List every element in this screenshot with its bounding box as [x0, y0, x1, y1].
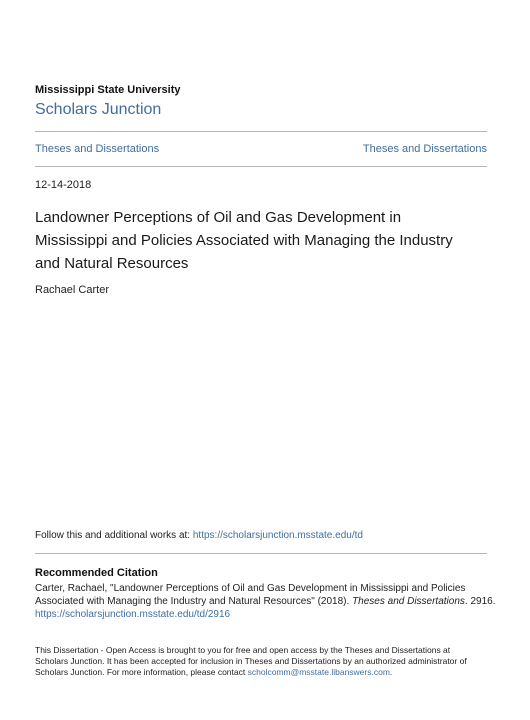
citation-text — [35, 582, 496, 621]
document-title-line-1: Landowner Perceptions of Oil and Gas Development in — [35, 209, 402, 226]
access-notice — [35, 645, 490, 678]
document-title-line-3: and Natural Resources — [35, 255, 189, 272]
notice-line-3-suffix: . — [389, 667, 393, 677]
divider-top — [35, 131, 487, 132]
institution-name: Mississippi State University — [35, 84, 181, 96]
document-date: 12-14-2018 — [35, 179, 92, 191]
divider-middle — [35, 166, 487, 167]
citation-series: Theses and Dissertations — [352, 596, 465, 607]
citation-line-2 — [35, 595, 496, 608]
document-title-line-2: Mississippi and Policies Associated with Managing the Industry — [35, 232, 453, 249]
document-author: Rachael Carter — [35, 284, 109, 296]
citation-line-2-prefix: Associated with Managing the Industry and Natural Resources" (2018). — [35, 596, 353, 607]
citation-link[interactable]: https://scholarsjunction.msstate.edu/td/2916 — [35, 609, 231, 620]
follow-link[interactable]: https://scholarsjunction.msstate.edu/td — [192, 530, 363, 541]
repository-name[interactable]: Scholars Junction — [35, 101, 162, 118]
notice-line-3 — [35, 667, 490, 678]
notice-line-1: This Dissertation - Open Access is brought to you for free and open access by the Theses and Dissertations at — [35, 645, 451, 655]
follow-line — [35, 530, 363, 542]
contact-email-link[interactable]: scholcomm@msstate.libanswers.com — [247, 667, 390, 677]
document-title — [35, 206, 490, 275]
notice-line-3-prefix: Scholars Junction. For more information, please contact — [35, 667, 248, 677]
citation-line-1: Carter, Rachael, "Landowner Perceptions of Oil and Gas Development in Mississippi and Policies — [35, 583, 466, 594]
citation-line-2-suffix: . 2916. — [464, 596, 496, 607]
recommended-citation-heading: Recommended Citation — [35, 567, 158, 579]
divider-bottom — [35, 553, 487, 554]
notice-line-2: Scholars Junction. It has been accepted for inclusion in Theses and Dissertations by an authorized administrator of — [35, 656, 467, 666]
collection-link-right[interactable]: Theses and Dissertations — [362, 143, 487, 155]
collection-link-left[interactable]: Theses and Dissertations — [35, 143, 160, 155]
follow-text: Follow this and additional works at: — [35, 530, 193, 541]
